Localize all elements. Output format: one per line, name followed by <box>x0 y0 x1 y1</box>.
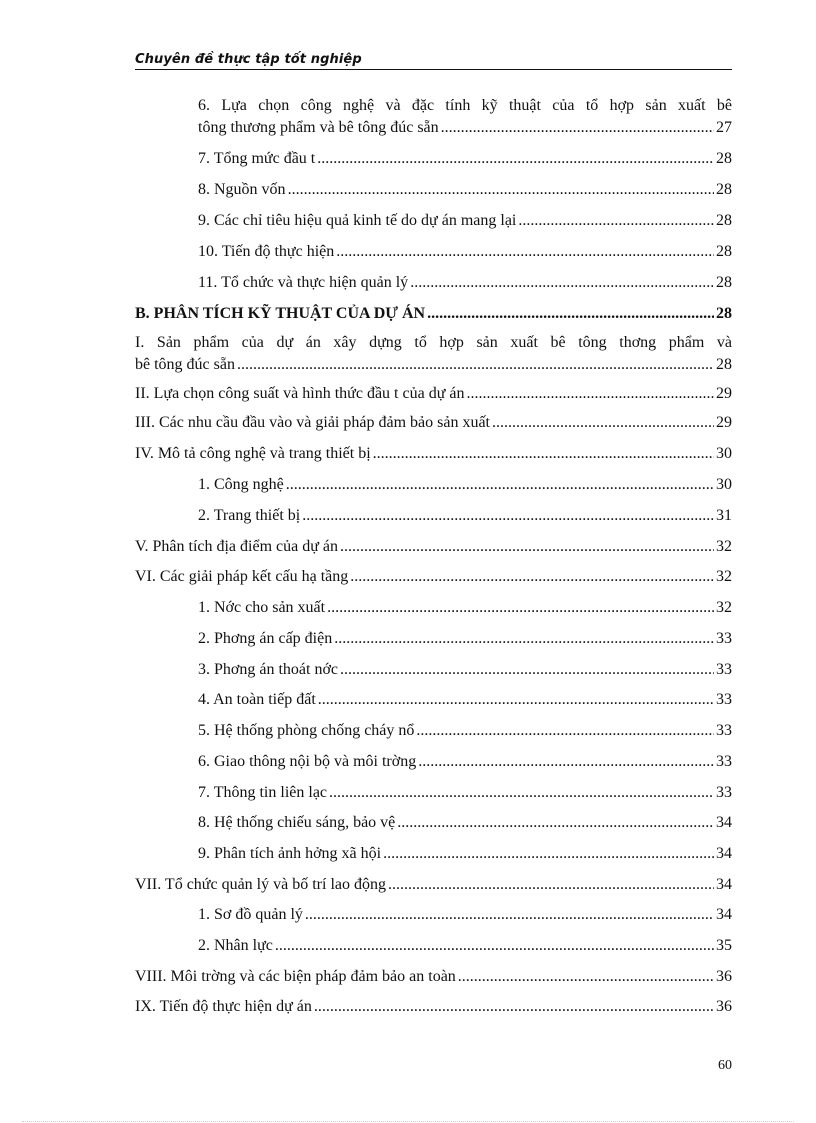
dot-leader <box>418 751 714 773</box>
toc-entry-text: B. PHÂN TÍCH KỸ THUẬT CỦA DỰ ÁN <box>135 305 426 322</box>
toc-entry <box>198 95 732 139</box>
dot-leader <box>336 241 714 263</box>
toc-entry <box>198 628 732 650</box>
toc-entry-page: 28 <box>716 212 732 229</box>
dot-leader <box>286 474 714 496</box>
toc-entry-page: 34 <box>716 845 732 862</box>
toc-entry <box>198 474 732 496</box>
toc-entry-page: 35 <box>716 937 732 954</box>
toc-entry-page: 34 <box>716 814 732 831</box>
dot-leader <box>327 597 714 619</box>
toc-entry <box>198 689 732 711</box>
toc-entry-text: 11. Tổ chức và thực hiện quản lý <box>198 274 409 291</box>
page-number: 60 <box>718 1058 732 1073</box>
dot-leader <box>340 536 714 558</box>
toc-entry <box>198 720 732 742</box>
dot-leader <box>275 935 714 957</box>
dot-leader <box>329 782 714 804</box>
dot-leader <box>318 689 714 711</box>
toc-entry-page: 32 <box>716 599 732 616</box>
toc-entry-page: 30 <box>716 476 732 493</box>
dot-leader <box>288 179 714 201</box>
toc-entry-text: 1. Công nghệ <box>198 476 284 493</box>
dot-leader <box>416 720 714 742</box>
toc-entry-page: 29 <box>716 414 732 431</box>
toc-entry <box>198 272 732 294</box>
toc-entry <box>198 843 732 865</box>
footer-divider <box>22 1121 794 1122</box>
toc-entry-text: 8. Nguồn vốn <box>198 181 286 198</box>
toc-entry-page: 30 <box>716 445 732 462</box>
toc-entry <box>135 874 732 896</box>
toc-section-heading <box>135 303 732 325</box>
dot-leader <box>410 272 714 294</box>
toc-entry-text: 4. An toàn tiếp đất <box>198 691 316 708</box>
toc-entry-page: 28 <box>716 181 732 198</box>
toc-entry-text: VII. Tổ chức quản lý và bố trí lao động <box>135 876 386 893</box>
toc-entry-text: 10. Tiến độ thực hiện <box>198 243 335 260</box>
toc-entry-text: III. Các nhu cầu đầu vào và giải pháp đảm bảo sản xuất <box>135 414 490 431</box>
toc-entry <box>135 536 732 558</box>
toc-entry-text: VI. Các giải pháp kết cấu hạ tầng <box>135 568 349 585</box>
toc-entry-page: 28 <box>716 356 732 373</box>
dot-leader <box>340 659 714 681</box>
dot-leader <box>397 812 714 834</box>
toc-entry-text: 2. Nhân lực <box>198 937 273 954</box>
dot-leader <box>350 566 714 588</box>
toc-entry-page: 34 <box>716 876 732 893</box>
toc-entry-text: 8. Hệ thống chiếu sáng, bảo vệ <box>198 814 396 831</box>
toc-entry <box>198 210 732 232</box>
toc-entry <box>135 412 732 434</box>
toc-entry <box>198 241 732 263</box>
dot-leader <box>314 996 714 1018</box>
toc-entry-page: 28 <box>716 305 732 322</box>
toc-entry-text: 9. Các chỉ tiêu hiệu quả kinh tế do dự án mang lại <box>198 212 517 229</box>
toc-entry <box>198 751 732 773</box>
toc-entry-text: 9. Phân tích ảnh hởng xã hội <box>198 845 382 862</box>
toc-entry-text: 6. Giao thông nội bộ và môi trờng <box>198 753 417 770</box>
toc-entry <box>135 566 732 588</box>
toc-entry-text: 1. Nớc cho sản xuất <box>198 599 326 616</box>
toc-entry-text-line1: I. Sản phẩm của dự án xây dựng tổ hợp sản xuất bê tông thơng phẩm và <box>135 334 732 351</box>
toc-entry-page: 33 <box>716 661 732 678</box>
dot-leader <box>518 210 714 232</box>
toc-entry <box>198 179 732 201</box>
toc-entry <box>198 935 732 957</box>
toc-entry <box>198 597 732 619</box>
header-title: Chuyên đề thực tập tốt nghiệp <box>135 52 362 67</box>
toc-entry <box>135 332 732 376</box>
toc-entry-page: 36 <box>716 998 732 1015</box>
toc-entry-text: bê tông đúc sẵn <box>135 356 235 373</box>
toc-entry-text-line1: 6. Lựa chọn công nghệ và đặc tính kỹ thuật của tổ hợp sản xuất bê <box>198 97 732 114</box>
toc-entry-page: 33 <box>716 630 732 647</box>
toc-entry-page: 33 <box>716 784 732 801</box>
toc-entry-page: 33 <box>716 691 732 708</box>
dot-leader <box>466 383 714 405</box>
toc-entry-page: 32 <box>716 568 732 585</box>
dot-leader <box>458 966 714 988</box>
toc-entry-text: 7. Thông tin liên lạc <box>198 784 328 801</box>
toc-entry-page: 34 <box>716 906 732 923</box>
toc-entry-page: 28 <box>716 150 732 167</box>
toc-entry-page: 32 <box>716 538 732 555</box>
toc-entry <box>198 148 732 170</box>
toc-entry <box>198 782 732 804</box>
toc-entry <box>135 996 732 1018</box>
toc-entry-text: 1. Sơ đồ quản lý <box>198 906 303 923</box>
toc-entry <box>135 443 732 465</box>
dot-leader <box>305 904 714 926</box>
dot-leader <box>441 117 714 139</box>
toc-entry-page: 28 <box>716 274 732 291</box>
dot-leader <box>373 443 714 465</box>
dot-leader <box>388 874 714 896</box>
toc-entry <box>198 812 732 834</box>
toc-entry-page: 31 <box>716 507 732 524</box>
toc-entry <box>135 966 732 988</box>
dot-leader <box>492 412 714 434</box>
dot-leader <box>317 148 714 170</box>
toc-entry-text: IV. Mô tả công nghệ và trang thiết bị <box>135 445 371 462</box>
toc-entry-text: II. Lựa chọn công suất và hình thức đầu t của dự án <box>135 385 465 402</box>
dot-leader <box>302 505 714 527</box>
dot-leader <box>383 843 714 865</box>
toc-entry-text: tông thương phẩm và bê tông đúc sẵn <box>198 119 439 136</box>
toc-entry <box>198 659 732 681</box>
toc-entry-page: 27 <box>716 119 732 136</box>
toc-entry-page: 29 <box>716 385 732 402</box>
toc-entry-text: 3. Phơng án thoát nớc <box>198 661 339 678</box>
toc-entry-page: 28 <box>716 243 732 260</box>
toc-entry-text: 5. Hệ thống phòng chống cháy nổ <box>198 722 415 739</box>
dot-leader <box>334 628 714 650</box>
toc-entry-page: 36 <box>716 968 732 985</box>
toc-entry-text: 2. Trang thiết bị <box>198 507 301 524</box>
toc-entry-page: 33 <box>716 753 732 770</box>
dot-leader <box>427 303 714 325</box>
toc-entry-text: 2. Phơng án cấp điện <box>198 630 333 647</box>
toc-entry <box>135 383 732 405</box>
toc-entry-text: 7. Tổng mức đầu t <box>198 150 316 167</box>
toc-entry-text: IX. Tiến độ thực hiện dự án <box>135 998 312 1015</box>
toc-entry <box>198 904 732 926</box>
dot-leader <box>237 354 714 376</box>
toc-entry-page: 33 <box>716 722 732 739</box>
toc-entry <box>198 505 732 527</box>
toc-entry-text: VIII. Môi trờng và các biện pháp đảm bảo an toàn <box>135 968 456 985</box>
toc-entry-text: V. Phân tích địa điểm của dự án <box>135 538 338 555</box>
